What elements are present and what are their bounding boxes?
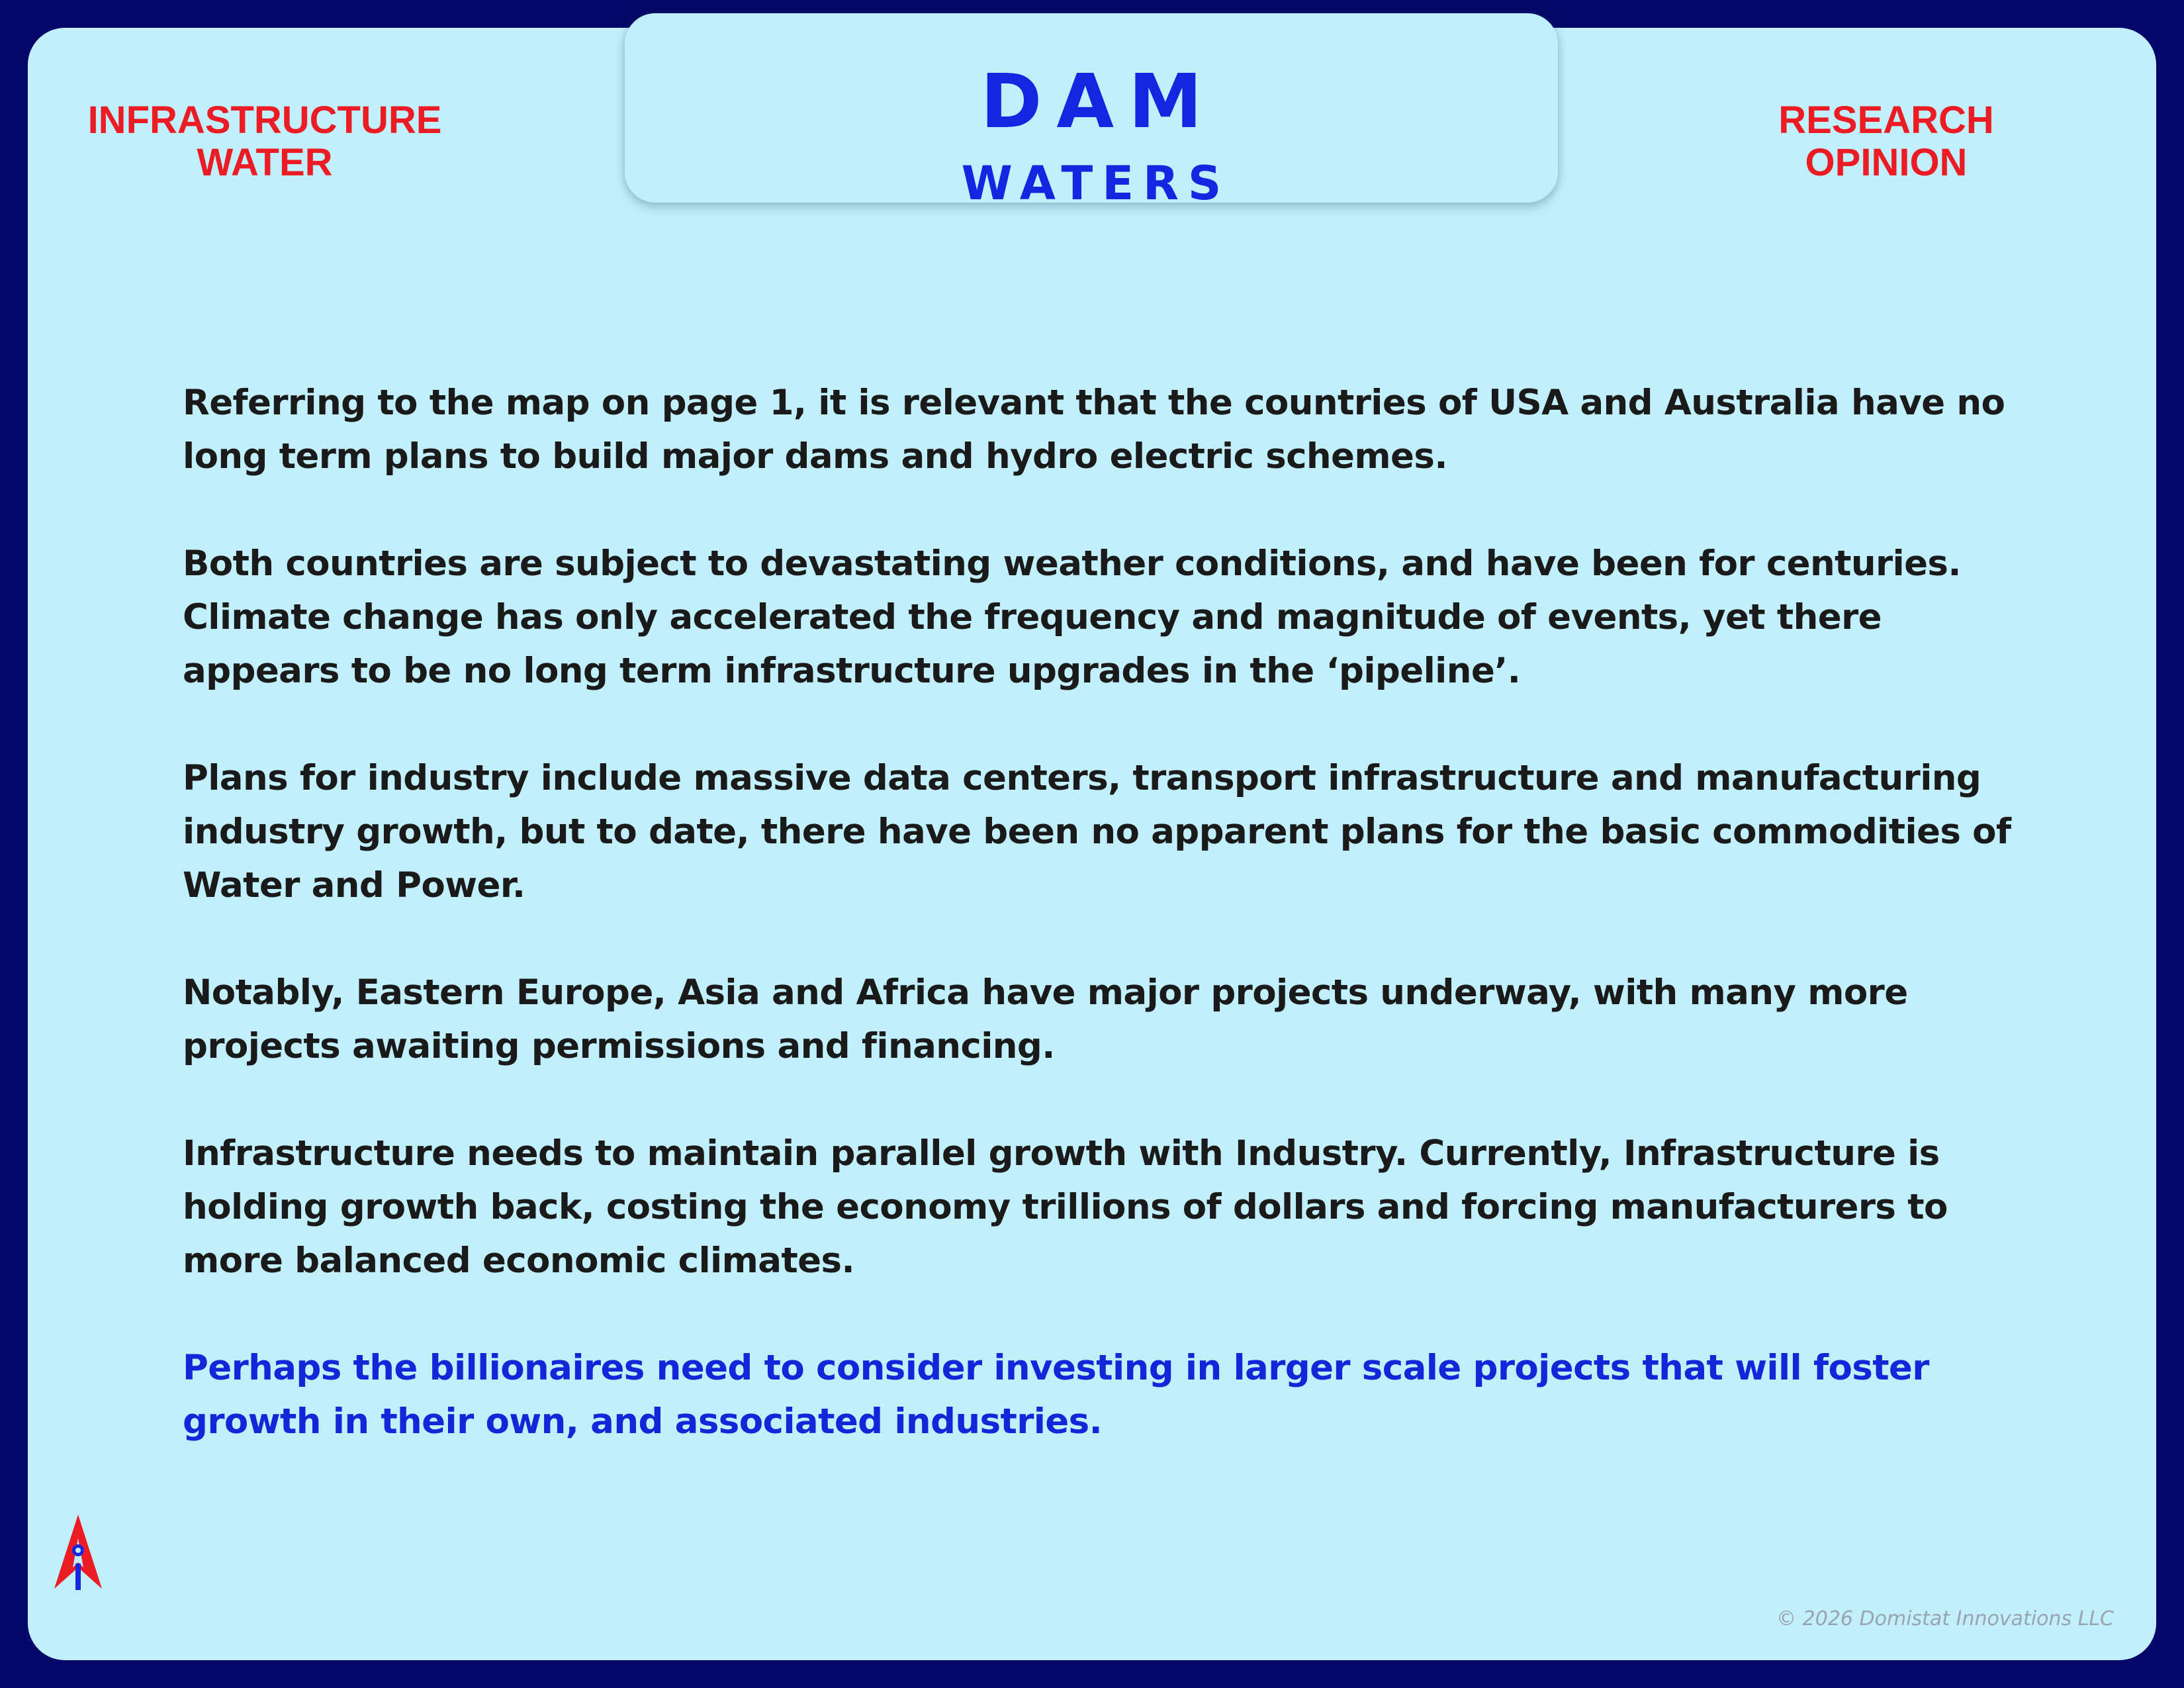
closing-paragraph: Perhaps the billionaires need to consider investing in larger scale projects that will foster growth in their own, and associated industries.: [183, 1348, 1929, 1442]
copyright-notice: © 2026 Domistat Innovations LLC: [1776, 1607, 2114, 1630]
page-subtitle: WATERS: [961, 156, 1231, 211]
category-tag: [33, 99, 496, 184]
article-body: [183, 376, 2023, 1448]
title-tab: [625, 13, 1558, 211]
category-tag-line2: WATER: [197, 141, 333, 184]
category-tag-line1: INFRASTRUCTURE: [87, 99, 442, 142]
type-tag-line1: RESEARCH: [1778, 99, 1994, 142]
type-tag-line2: OPINION: [1805, 141, 1968, 184]
type-tag: [1655, 99, 2118, 184]
paragraph: Referring to the map on page 1, it is relevant that the countries of USA and Australia have no long term plans to build major dams and hydro electric schemes.: [183, 383, 2005, 477]
paragraph: Infrastructure needs to maintain parallel growth with Industry. Currently, Infrastructure is holding growth back, costing the economy trillions of dollars and forcing manufacturers to more balanced economic climates.: [183, 1133, 1948, 1281]
compass-a-logo-icon: [52, 1512, 105, 1591]
paragraph: Plans for industry include massive data centers, transport infrastructure and manufacturing industry growth, but to date, there have been no apparent plans for the basic commodities of Water and Power.: [183, 758, 2011, 906]
paragraph: Notably, Eastern Europe, Asia and Africa have major projects underway, with many more projects awaiting permissions and financing.: [183, 972, 1908, 1066]
paragraph: Both countries are subject to devastating weather conditions, and have been for centuries. Climate change has only accelerated the frequency and magnitude of events, yet there appears to be no long term infrastructure upgrades in the ‘pipeline’.: [183, 543, 1961, 691]
page-title: DAM: [980, 59, 1217, 145]
